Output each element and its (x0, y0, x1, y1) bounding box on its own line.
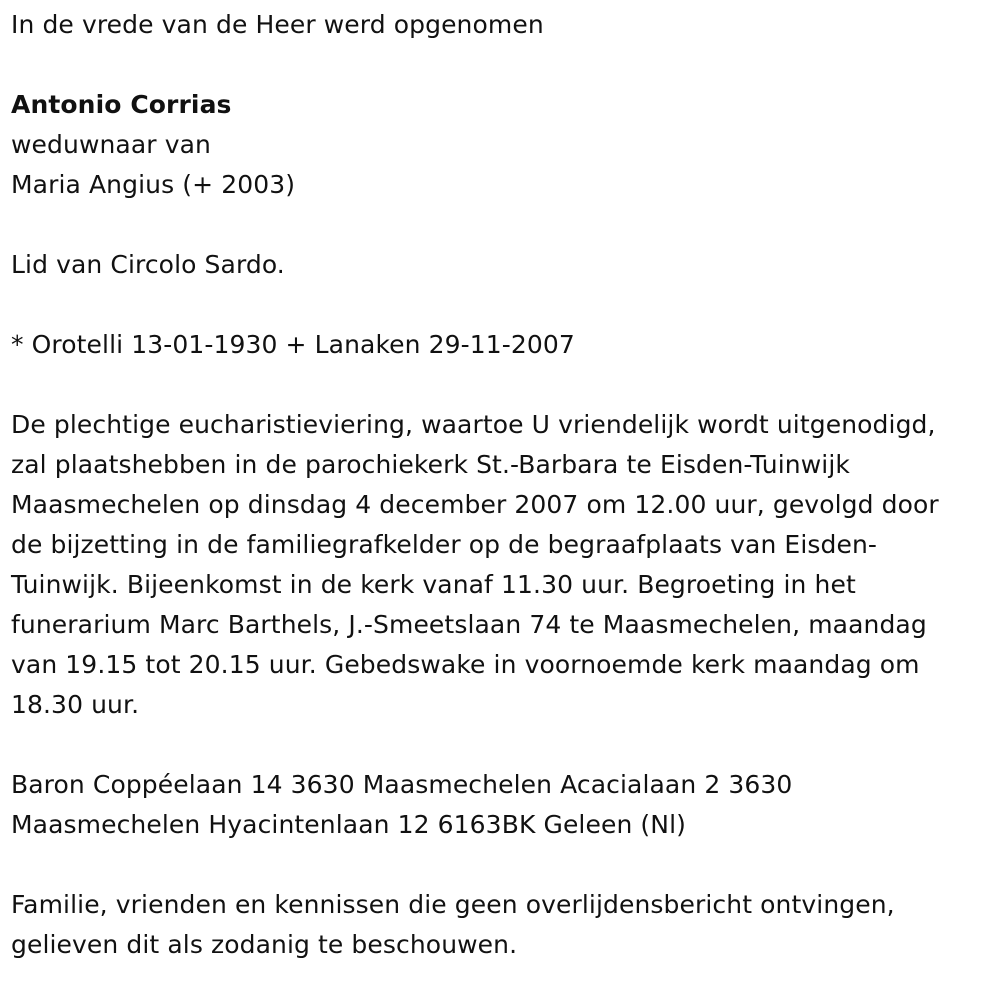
death-notice (11, 5, 995, 965)
closing-line: gelieven dit als zodanig te beschouwen. (11, 930, 518, 959)
ceremony-line: De plechtige eucharistieviering, waartoe U vriendelijk wordt uitgenodigd, (11, 410, 936, 439)
ceremony-line: 18.30 uur. (11, 690, 140, 719)
address-line: Baron Coppéelaan 14 3630 Maasmechelen Acacialaan 2 3630 (11, 770, 793, 799)
spacer (11, 365, 995, 405)
spacer (11, 845, 995, 885)
ceremony-line: de bijzetting in de familiegrafkelder op de begraafplaats van Eisden- (11, 530, 878, 559)
membership-text: Lid van Circolo Sardo. (11, 250, 285, 279)
address-line: Maasmechelen Hyacintenlaan 12 6163BK Geleen (Nl) (11, 810, 686, 839)
relation-text: weduwnaar van (11, 130, 211, 159)
ceremony-paragraph (11, 405, 995, 725)
spouse-text: Maria Angius (+ 2003) (11, 170, 296, 199)
closing-line: Familie, vrienden en kennissen die geen overlijdensbericht ontvingen, (11, 890, 895, 919)
intro-text: In de vrede van de Heer werd opgenomen (11, 10, 544, 39)
ceremony-line: Maasmechelen op dinsdag 4 december 2007 om 12.00 uur, gevolgd door (11, 490, 939, 519)
ceremony-line: van 19.15 tot 20.15 uur. Gebedswake in voornoemde kerk maandag om (11, 650, 920, 679)
ceremony-line: funerarium Marc Barthels, J.-Smeetslaan 74 te Maasmechelen, maandag (11, 610, 927, 639)
ceremony-line: zal plaatshebben in de parochiekerk St.-Barbara te Eisden-Tuinwijk (11, 450, 850, 479)
spacer (11, 45, 995, 85)
ceremony-line: Tuinwijk. Bijeenkomst in de kerk vanaf 11.30 uur. Begroeting in het (11, 570, 856, 599)
closing-paragraph (11, 885, 995, 965)
birth-death-dates: * Orotelli 13-01-1930 + Lanaken 29-11-2007 (11, 330, 575, 359)
address-paragraph (11, 765, 995, 845)
spacer (11, 285, 995, 325)
spacer (11, 205, 995, 245)
spacer (11, 725, 995, 765)
deceased-name: Antonio Corrias (11, 90, 232, 119)
